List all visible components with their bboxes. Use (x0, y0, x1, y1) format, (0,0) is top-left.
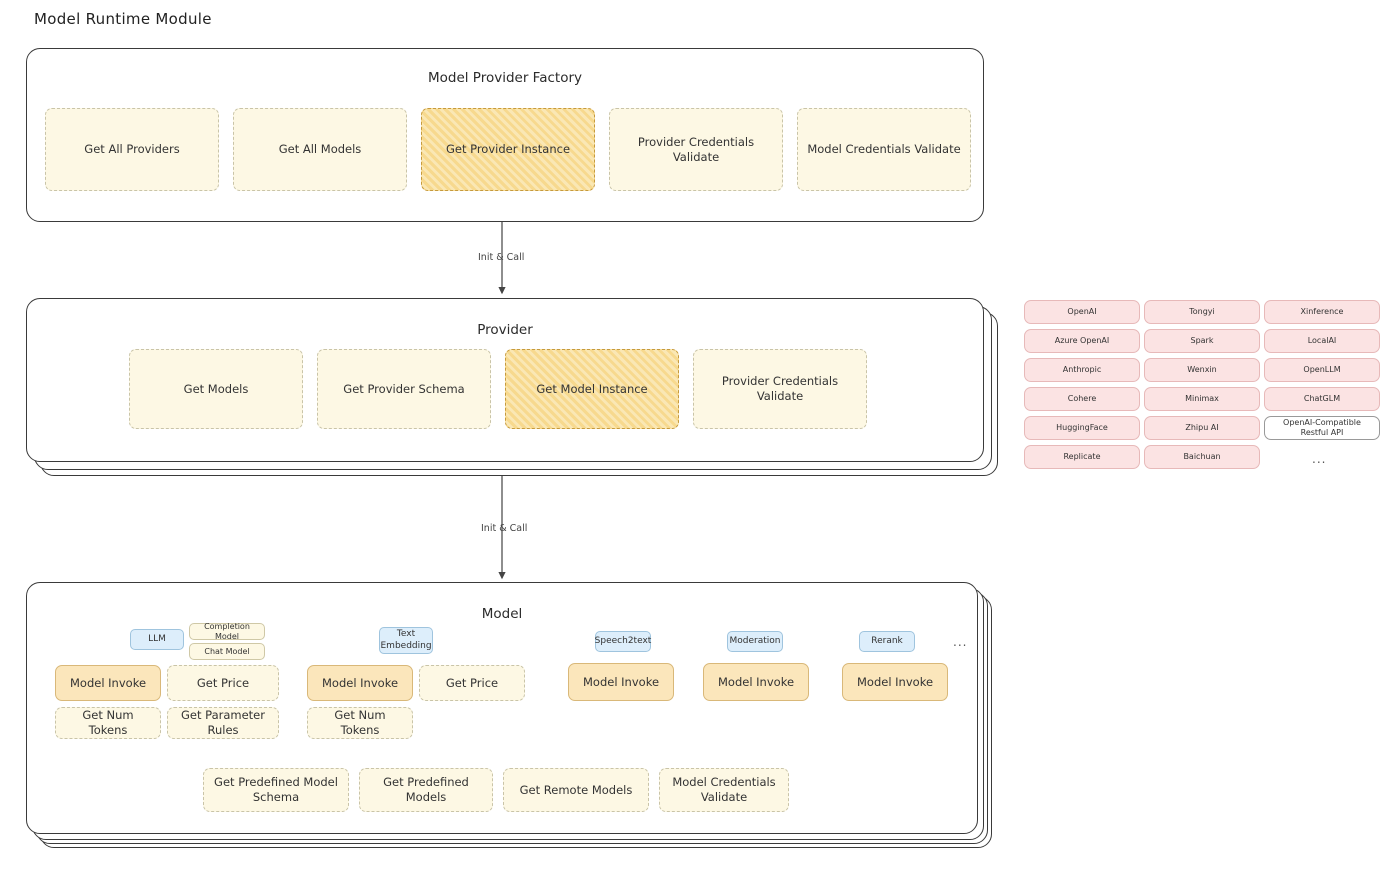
provider-list-more: ... (1312, 452, 1327, 466)
model-op-rerank-model-invoke[interactable]: Model Invoke (842, 663, 948, 701)
provider-chip-replicate[interactable]: Replicate (1024, 445, 1140, 469)
provider-chip-localai[interactable]: LocalAI (1264, 329, 1380, 353)
provider-chip-huggingface[interactable]: HuggingFace (1024, 416, 1140, 440)
provider-chip-anthropic[interactable]: Anthropic (1024, 358, 1140, 382)
provider-node-get-models[interactable]: Get Models (129, 349, 303, 429)
factory-node-provider-credentials-validate[interactable]: Provider Credentials Validate (609, 108, 783, 191)
model-op-llm-model-invoke[interactable]: Model Invoke (55, 665, 161, 701)
factory-node-get-all-providers[interactable]: Get All Providers (45, 108, 219, 191)
factory-node-get-provider-instance[interactable]: Get Provider Instance (421, 108, 595, 191)
provider-chip-xinference[interactable]: Xinference (1264, 300, 1380, 324)
page-title: Model Runtime Module (34, 10, 212, 28)
factory-node-get-all-models[interactable]: Get All Models (233, 108, 407, 191)
provider-chip-baichuan[interactable]: Baichuan (1144, 445, 1260, 469)
model-op-llm-get-parameter-rules[interactable]: Get Parameter Rules (167, 707, 279, 739)
provider-chip-chatglm[interactable]: ChatGLM (1264, 387, 1380, 411)
model-panel (26, 582, 978, 834)
model-provider-factory-title: Model Provider Factory (427, 70, 582, 86)
model-op-llm-get-num-tokens[interactable]: Get Num Tokens (55, 707, 161, 739)
model-op-get-remote-models[interactable]: Get Remote Models (503, 768, 649, 812)
provider-title: Provider (477, 322, 533, 338)
provider-panel (26, 298, 984, 462)
model-type-llm[interactable]: LLM (130, 629, 184, 650)
model-op-embedding-get-price[interactable]: Get Price (419, 665, 525, 701)
provider-node-provider-credentials-validate[interactable]: Provider Credentials Validate (693, 349, 867, 429)
model-types-more: ... (953, 635, 968, 649)
provider-chip-cohere[interactable]: Cohere (1024, 387, 1140, 411)
provider-chip-spark[interactable]: Spark (1144, 329, 1260, 353)
model-provider-factory-panel (26, 48, 984, 222)
model-op-embedding-get-num-tokens[interactable]: Get Num Tokens (307, 707, 413, 739)
model-type-speech2text[interactable]: Speech2text (595, 631, 651, 652)
factory-node-model-credentials-validate[interactable]: Model Credentials Validate (797, 108, 971, 191)
model-subtype-completion-model[interactable]: Completion Model (189, 623, 265, 640)
arrow-label-provider-model: Init & Call (481, 523, 528, 534)
provider-chip-openai-compatible-restful-api[interactable]: OpenAI-Compatible Restful API (1264, 416, 1380, 440)
provider-chip-minimax[interactable]: Minimax (1144, 387, 1260, 411)
model-type-text-embedding[interactable]: Text Embedding (379, 627, 433, 654)
provider-node-get-provider-schema[interactable]: Get Provider Schema (317, 349, 491, 429)
model-op-get-predefined-model-schema[interactable]: Get Predefined Model Schema (203, 768, 349, 812)
model-subtype-chat-model[interactable]: Chat Model (189, 643, 265, 660)
model-op-get-predefined-models[interactable]: Get Predefined Models (359, 768, 493, 812)
provider-chip-tongyi[interactable]: Tongyi (1144, 300, 1260, 324)
provider-chip-openai[interactable]: OpenAI (1024, 300, 1140, 324)
model-type-moderation[interactable]: Moderation (727, 631, 783, 652)
model-op-moderation-model-invoke[interactable]: Model Invoke (703, 663, 809, 701)
provider-node-get-model-instance[interactable]: Get Model Instance (505, 349, 679, 429)
provider-chip-openllm[interactable]: OpenLLM (1264, 358, 1380, 382)
model-op-embedding-model-invoke[interactable]: Model Invoke (307, 665, 413, 701)
model-type-rerank[interactable]: Rerank (859, 631, 915, 652)
provider-chip-wenxin[interactable]: Wenxin (1144, 358, 1260, 382)
model-op-speech2text-model-invoke[interactable]: Model Invoke (568, 663, 674, 701)
arrow-label-factory-provider: Init & Call (478, 252, 525, 263)
provider-chip-zhipu-ai[interactable]: Zhipu AI (1144, 416, 1260, 440)
provider-chip-azure-openai[interactable]: Azure OpenAI (1024, 329, 1140, 353)
model-op-llm-get-price[interactable]: Get Price (167, 665, 279, 701)
model-op-model-credentials-validate[interactable]: Model Credentials Validate (659, 768, 789, 812)
model-title: Model (481, 606, 523, 622)
